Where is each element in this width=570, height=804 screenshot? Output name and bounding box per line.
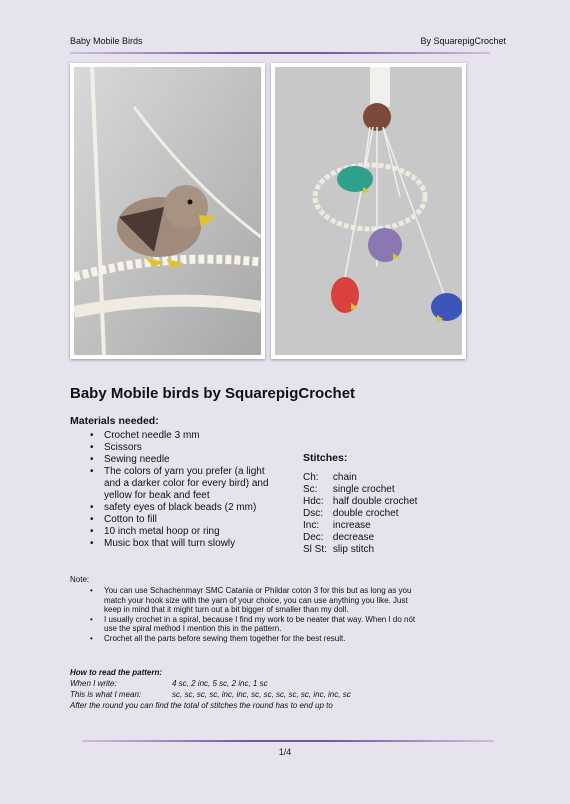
- materials-list: [92, 430, 272, 550]
- list-item: • Music box that will turn slowly: [92, 538, 272, 550]
- stitch-abbr: Inc:: [303, 520, 320, 531]
- list-item: • Cotton to fill: [92, 514, 272, 526]
- howto-heading: How to read the pattern:: [70, 668, 163, 677]
- howto-mean-label: This is what I mean:: [70, 690, 142, 699]
- stitch-name: increase: [332, 520, 371, 531]
- table-row: [301, 484, 421, 496]
- stitch-abbr: Sl St:: [303, 544, 327, 555]
- page-title: Baby Mobile birds by SquarepigCrochet: [70, 385, 356, 402]
- header-right: By SquarepigCrochet: [420, 36, 506, 46]
- stitch-abbr: Sc:: [303, 484, 318, 495]
- stitch-abbr: Dec:: [303, 532, 324, 543]
- howto-after: After the round you can find the total of stitches the round has to end up to: [70, 701, 333, 710]
- stitch-abbr: Ch:: [303, 472, 319, 483]
- header-divider: [70, 52, 490, 54]
- stitches-table: [301, 472, 421, 556]
- footer-divider: [82, 740, 494, 742]
- table-row: [301, 544, 421, 556]
- table-row: [301, 532, 421, 544]
- photo-right-frame: [271, 63, 466, 359]
- stitch-abbr: Dsc:: [303, 508, 323, 519]
- photo-left-frame: [70, 63, 265, 359]
- table-row: [301, 508, 421, 520]
- bird-on-branch-photo: [74, 67, 261, 355]
- header-left: Baby Mobile Birds: [70, 36, 143, 46]
- page-number: 1/4: [278, 747, 292, 757]
- note-heading: Note:: [70, 575, 90, 584]
- notes-list: [92, 586, 422, 644]
- stitch-name: slip stitch: [332, 544, 375, 555]
- list-item: • 10 inch metal hoop or ring: [92, 526, 272, 538]
- list-item: • Scissors: [92, 442, 272, 454]
- howto-write-value: 4 sc, 2 inc, 5 sc, 2 inc, 1 sc: [172, 679, 268, 688]
- list-item: • The colors of yarn you prefer (a light and a darker color for every bird) and yellow for beak and feet: [92, 466, 272, 502]
- howto-section: [70, 667, 351, 711]
- list-item: • Sewing needle: [92, 454, 272, 466]
- list-item: • Crochet needle 3 mm: [92, 430, 272, 442]
- list-item: • I usually crochet in a spiral, because I find my work to be neater that way. When I do nót use the spiral method I mention this in the pattern.: [92, 615, 422, 634]
- table-row: [301, 496, 421, 508]
- table-row: [301, 472, 421, 484]
- list-item: • You can use Schachenmayr SMC Catania or Phildar coton 3 for this but as long as you match your hook size with the yarn of your choice, you can use anything you like. Just keep in mind that it might turn out a bit bigger of smaller than my doll.: [92, 586, 422, 615]
- stitch-name: half double crochet: [332, 496, 418, 507]
- materials-heading: Materials needed:: [70, 415, 159, 427]
- stitch-name: decrease: [332, 532, 375, 543]
- table-row: [301, 520, 421, 532]
- stitch-name: double crochet: [332, 508, 399, 519]
- stitches-heading: Stitches:: [303, 452, 348, 464]
- list-item: • Crochet all the parts before sewing them together for the best result.: [92, 634, 422, 644]
- list-item: • safety eyes of black beads (2 mm): [92, 502, 272, 514]
- howto-write-label: When I write:: [70, 679, 117, 688]
- bird-mobile-photo: [275, 67, 462, 355]
- stitch-name: chain: [332, 472, 357, 483]
- stitch-abbr: Hdc:: [303, 496, 324, 507]
- stitch-name: single crochet: [332, 484, 395, 495]
- howto-mean-value: sc, sc, sc, sc, inc, inc, sc, sc, sc, sc, sc, inc, inc, sc: [172, 690, 351, 699]
